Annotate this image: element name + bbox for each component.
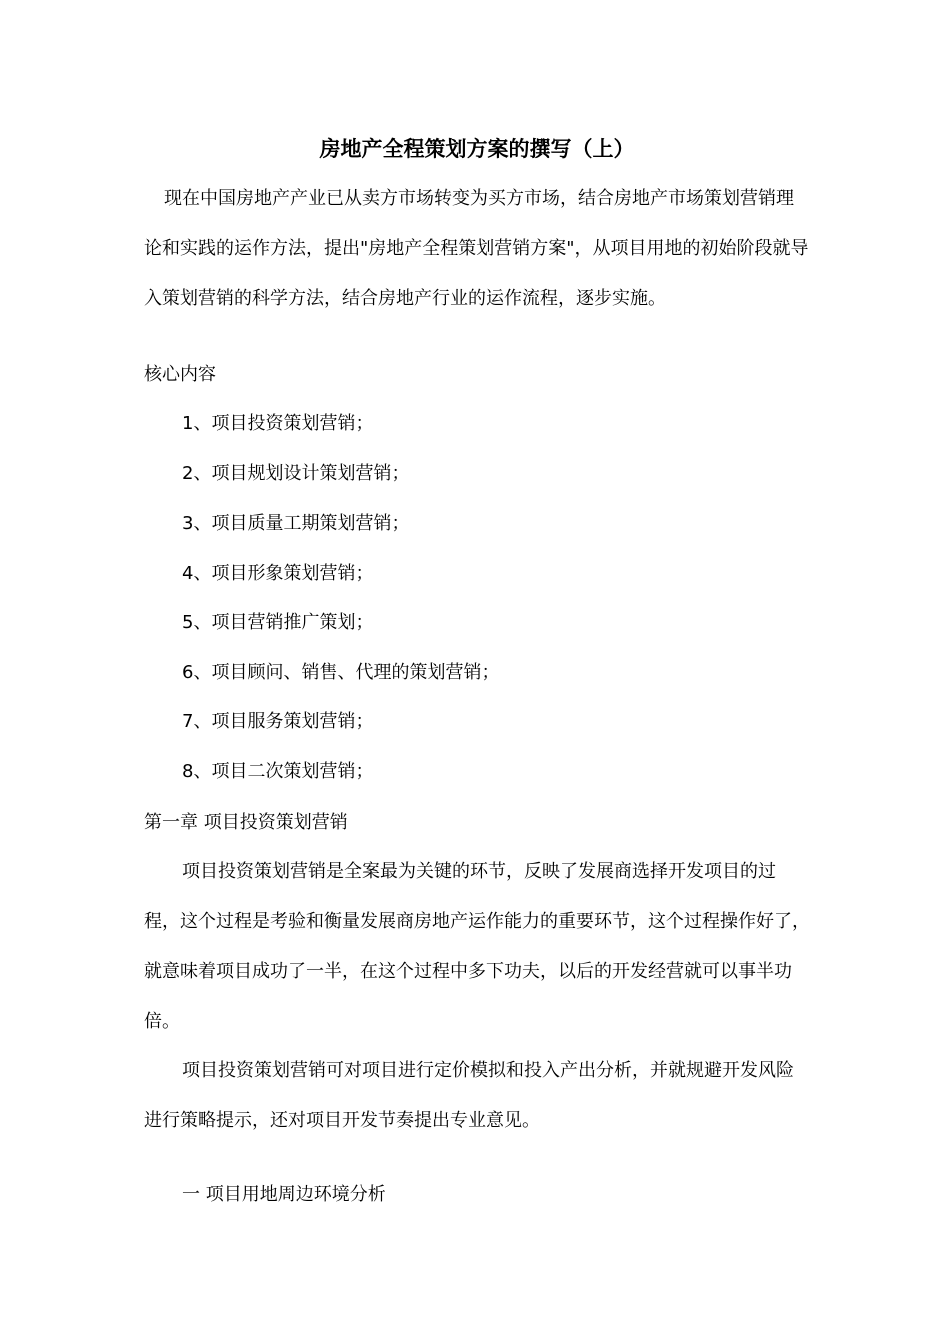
section1-heading: 一 项目用地周边环境分析 xyxy=(182,1184,386,1205)
document-title: 房地产全程策划方案的撰写（上） xyxy=(319,137,635,161)
core-item-8: 8、项目二次策划营销； xyxy=(182,761,374,782)
core-item-7: 7、项目服务策划营销； xyxy=(182,711,374,732)
core-item-5: 5、项目营销推广策划； xyxy=(182,612,374,633)
intro-paragraph: 现在中国房地产产业已从卖方市场转变为买方市场，结合房地产市场策划营销理论和实践的运作方法，提出"房地产全程策划营销方案"，从项目用地的初始阶段就导入策划营销的科学方法，结合房地产行业的运作流程，逐步实施。 xyxy=(144,188,809,309)
chapter1-paragraph-1: 项目投资策划营销是全案最为关键的环节，反映了发展商选择开发项目的过程，这个过程是考验和衡量发展商房地产运作能力的重要环节，这个过程操作好了，就意味着项目成功了一半，在这个过程中多下功夫，以后的开发经营就可以事半功倍。 xyxy=(144,861,810,1032)
core-item-4: 4、项目形象策划营销； xyxy=(182,563,374,584)
core-heading: 核心内容 xyxy=(144,364,216,385)
chapter1-heading: 第一章 项目投资策划营销 xyxy=(144,812,348,833)
core-item-2: 2、项目规划设计策划营销； xyxy=(182,463,410,484)
core-item-3: 3、项目质量工期策划营销； xyxy=(182,513,410,534)
core-item-1: 1、项目投资策划营销； xyxy=(182,413,374,434)
chapter1-paragraph-2: 项目投资策划营销可对项目进行定价模拟和投入产出分析，并就规避开发风险进行策略提示，还对项目开发节奏提出专业意见。 xyxy=(144,1060,794,1131)
core-item-6: 6、项目顾问、销售、代理的策划营销； xyxy=(182,662,500,683)
